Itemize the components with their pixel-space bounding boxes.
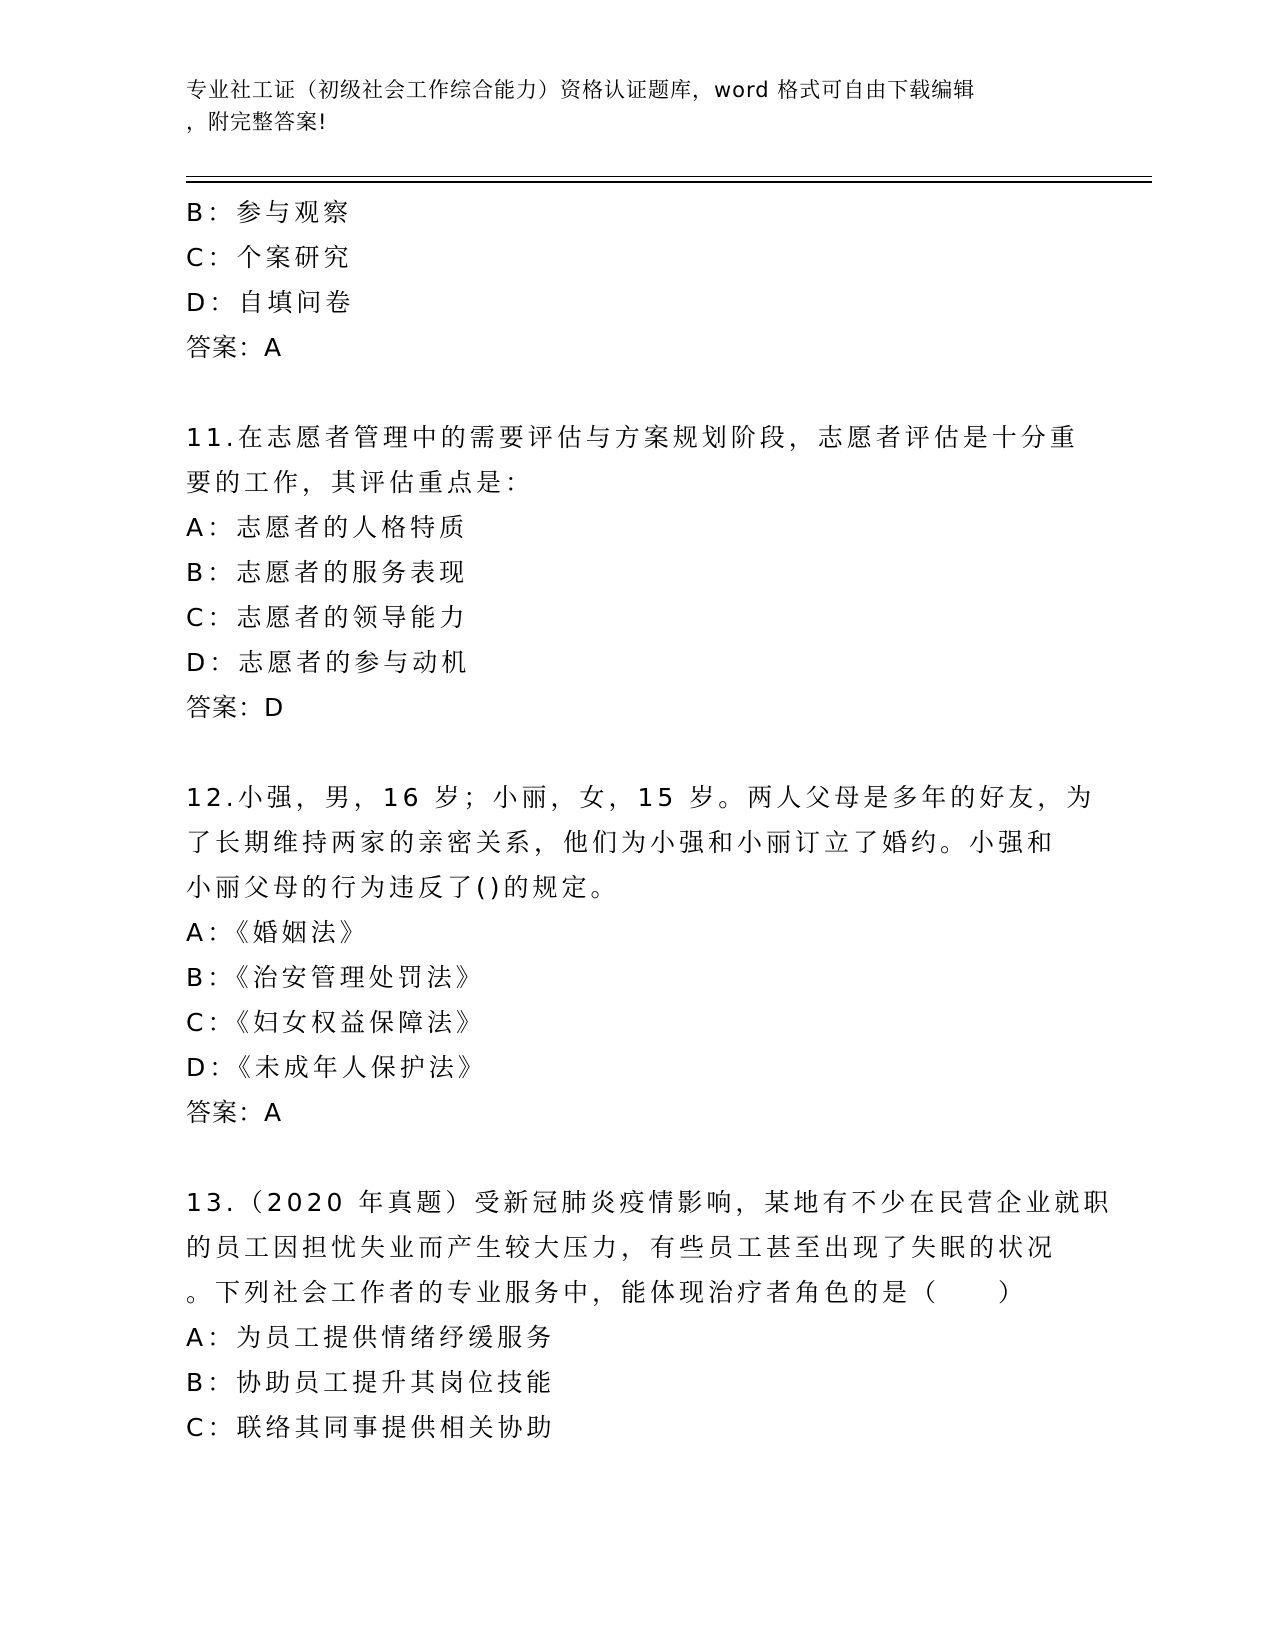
q10-option-d: D：自填问卷 [186,288,355,317]
header-title-line-1: 专业社工证（初级社会工作综合能力）资格认证题库，word 格式可自由下载编辑 [186,78,976,102]
header-rule-thin [186,176,1152,177]
q13-stem-line-3: 。下列社会工作者的专业服务中，能体现治疗者角色的是（ ） [186,1278,1028,1307]
q13-option-c: C：联络其同事提供相关协助 [186,1413,556,1442]
question-13-block [186,1180,1113,1450]
q12-stem-line-1: 12.小强，男，16 岁；小丽，女，15 岁。两人父母是多年的好友，为 [186,783,1096,812]
q10-option-c: C：个案研究 [186,243,353,272]
q10-answer: 答案：A [186,333,283,362]
page-header [186,74,1086,138]
q11-stem-line-2: 要的工作，其评估重点是： [186,468,535,497]
q12-answer: 答案：A [186,1098,283,1127]
q11-option-a: A：志愿者的人格特质 [186,513,469,542]
question-12-block [186,775,1096,1135]
q12-option-a: A：《婚姻法》 [186,918,369,947]
q12-stem-line-3: 小丽父母的行为违反了()的规定。 [186,873,620,902]
question-11-block [186,415,1086,730]
q11-option-d: D：志愿者的参与动机 [186,648,471,677]
spacer [186,730,1086,775]
q13-stem-line-2: 的员工因担忧失业而产生较大压力，有些员工甚至出现了失眠的状况 [186,1233,1057,1262]
header-rule-thick [186,181,1152,183]
q11-option-b: B：志愿者的服务表现 [186,558,469,587]
spacer [186,1135,1086,1180]
spacer [186,370,1086,415]
q12-stem-line-2: 了长期维持两家的亲密关系，他们为小强和小丽订立了婚约。小强和 [186,828,1057,857]
q10-option-b: B：参与观察 [186,198,353,227]
q11-stem-line-1: 11.在志愿者管理中的需要评估与方案规划阶段，志愿者评估是十分重 [186,423,1079,452]
q11-option-c: C：志愿者的领导能力 [186,603,469,632]
q13-option-b: B：协助员工提升其岗位技能 [186,1368,556,1397]
q12-option-c: C：《妇女权益保障法》 [186,1008,485,1037]
q13-stem-line-1: 13.（2020 年真题）受新冠肺炎疫情影响，某地有不少在民营企业就职 [186,1188,1113,1217]
header-title-line-2: ，附完整答案! [186,110,328,134]
question-10-block [186,190,1086,370]
question-content [186,190,1113,1450]
q12-option-d: D：《未成年人保护法》 [186,1053,487,1082]
q12-option-b: B：《治安管理处罚法》 [186,963,485,992]
q11-answer: 答案：D [186,693,285,722]
q13-option-a: A：为员工提供情绪纾缓服务 [186,1323,556,1352]
